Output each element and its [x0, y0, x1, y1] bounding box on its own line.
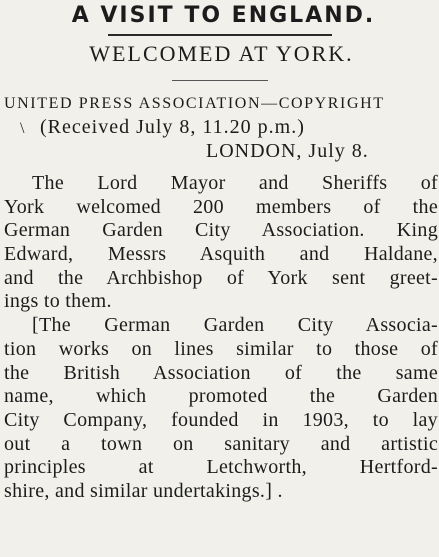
- paragraph2-line: the British Association of the same: [4, 361, 438, 384]
- subheadline: WELCOMED AT YORK.: [89, 41, 354, 66]
- paragraph2-line: [The German Garden City Associa-: [32, 314, 438, 337]
- paragraph2-line: principles at Letchworth, Hertford-: [4, 456, 438, 479]
- paragraph1-line: Edward, Messrs Asquith and Haldane,: [4, 243, 438, 266]
- dateline: LONDON, July 8.: [206, 140, 369, 162]
- article-body: [4, 172, 438, 504]
- paragraph1-line: The Lord Mayor and Sheriffs of: [32, 172, 438, 194]
- received-text: (Received July 8, 11.20 p.m.): [40, 116, 305, 138]
- credit-line: UNITED PRESS ASSOCIATION—COPYRIGHT: [4, 95, 385, 112]
- paragraph2-line: name, which promoted the Garden: [4, 385, 438, 408]
- paragraph2-line: tion works on lines similar to those of: [4, 337, 438, 360]
- headline: A VISIT TO ENGLAND.: [71, 3, 376, 28]
- paragraph1-line: ings to them.: [4, 290, 112, 313]
- paragraph2-line: shire, and similar undertakings.] .: [4, 479, 283, 502]
- paragraph1-line: and the Archbishop of York sent greet-: [4, 266, 438, 289]
- paragraph2-line: out a town on sanitary and artistic: [4, 432, 438, 455]
- received-mark: \: [20, 120, 26, 137]
- received-line: [20, 115, 305, 141]
- paragraph2-line: City Company, founded in 1903, to lay: [4, 408, 438, 431]
- paragraph1-line: York welcomed 200 members of the: [4, 195, 438, 218]
- headline-rule: [108, 34, 332, 36]
- subheadline-rule: [172, 80, 268, 81]
- paragraph1-line: German Garden City Association. King: [4, 219, 438, 242]
